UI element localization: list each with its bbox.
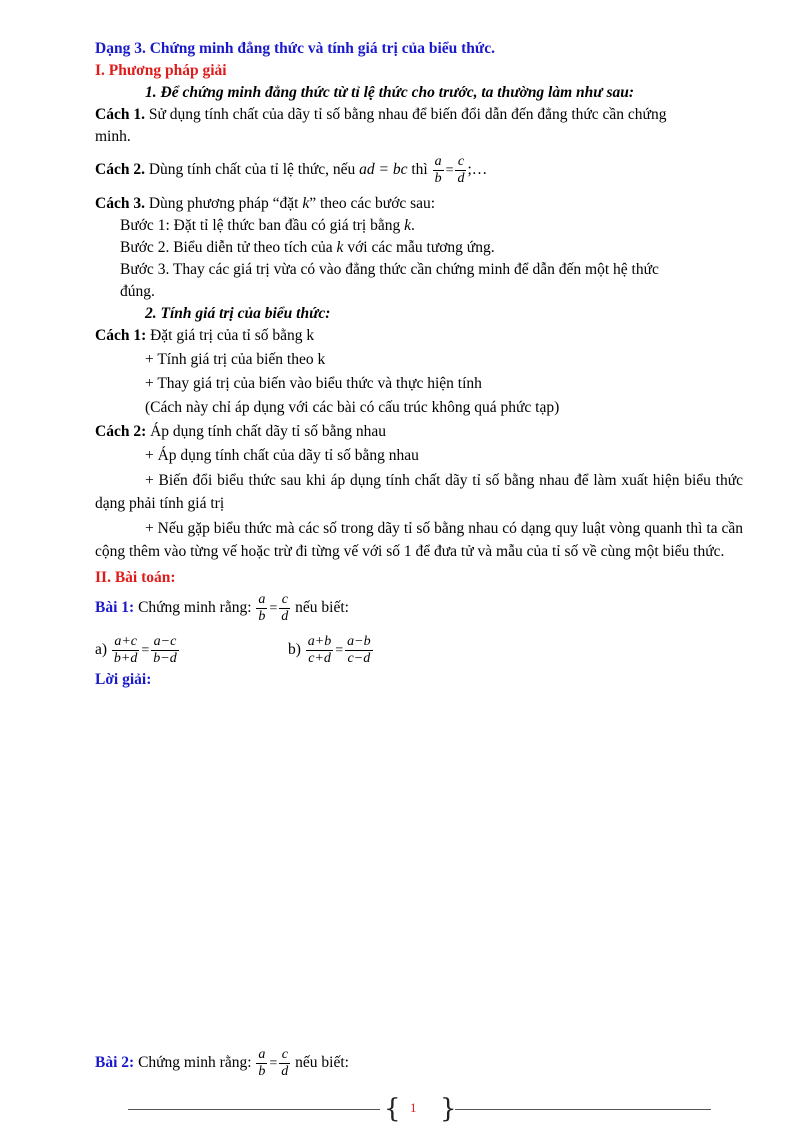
method2-line: Cách 2. Dùng tính chất của tỉ lệ thức, nếu ad = bc thì $\frac{a}{b}$ = $\frac{c}{d}$ ;… bbox=[95, 154, 488, 186]
problem1-fraction-a-over-b: $\frac{a}{b}$ bbox=[258, 591, 266, 624]
footer-brace-right: } bbox=[440, 1094, 457, 1124]
problem1-label: Bài 1: bbox=[95, 599, 135, 616]
method3-text-b: ” theo các bước sau: bbox=[309, 195, 436, 212]
section-method-title: I. Phương pháp giải bbox=[95, 62, 227, 79]
part-b: b) $\frac{a+b}{c+d}$ = $\frac{a-b}{c-d}$ bbox=[288, 633, 371, 666]
value-method2-text: Áp dụng tính chất dãy tỉ số bằng nhau bbox=[146, 423, 387, 440]
value-method1-bullet2: + Thay giá trị của biến vào biểu thức và thực hiện tính bbox=[145, 375, 482, 392]
step2-line: Bước 2. Biểu diễn tử theo tích của k với các mẫu tương ứng. bbox=[120, 239, 495, 256]
value-method1-note: (Cách này chỉ áp dụng với các bài có cấu trúc không quá phức tạp) bbox=[145, 399, 560, 416]
problem1-tail: nếu biết: bbox=[291, 599, 349, 616]
method2-tail: ;… bbox=[467, 161, 488, 179]
fraction-a-over-b: $\frac{a}{b}$ bbox=[434, 154, 442, 186]
problem2-statement: Bài 2: Chứng minh rằng: $\frac{a}{b}$ = $\frac{c}{d}$ nếu biết: bbox=[95, 1046, 349, 1079]
section-problems-title: II. Bài toán: bbox=[95, 569, 176, 586]
value-method1-bullet1: + Tính giá trị của biến theo k bbox=[145, 351, 326, 368]
step3-continuation: đúng. bbox=[120, 283, 155, 300]
method1-text: Sử dụng tính chất của dãy tỉ số bằng nhau để biến đổi dẫn đến đẳng thức cần chứng bbox=[144, 106, 667, 123]
method2-label: Cách 2. bbox=[95, 161, 145, 179]
problem2-tail: nếu biết: bbox=[291, 1054, 349, 1071]
value-method2-line bbox=[95, 419, 743, 443]
page-heading: Dạng 3. Chứng minh đẳng thức và tính giá trị của biểu thức. bbox=[95, 40, 495, 57]
method1-line bbox=[95, 104, 743, 126]
solution-label: Lời giải: bbox=[95, 671, 152, 688]
fraction-c-over-d: $\frac{c}{d}$ bbox=[457, 154, 465, 186]
value-method2-bullet2: + Biến đổi biểu thức sau khi áp dụng tính chất dãy tỉ số bằng nhau để làm xuất hiện biểu thức dạng phải tính giá trị bbox=[95, 472, 743, 512]
problem2-fraction-a-over-b: $\frac{a}{b}$ bbox=[258, 1046, 266, 1079]
method1-continuation: minh. bbox=[95, 128, 131, 145]
method1-label: Cách 1. bbox=[95, 106, 145, 123]
method3-text-a: Dùng phương pháp “đặt bbox=[144, 195, 303, 212]
page-number: 1 bbox=[410, 1100, 417, 1115]
method2-expression: ad = bc bbox=[359, 161, 408, 179]
method3-label: Cách 3. bbox=[95, 195, 145, 212]
method2-then: thì bbox=[407, 161, 432, 179]
value-method2-label: Cách 2: bbox=[95, 423, 147, 440]
step3-line: Bước 3. Thay các giá trị vừa có vào đẳng thức cần chứng minh để dẫn đến một hệ thức bbox=[120, 261, 659, 278]
subsection-proof-title: 1. Để chứng minh đẳng thức từ tỉ lệ thức cho trước, ta thường làm như sau: bbox=[145, 84, 635, 101]
problem1-text: Chứng minh rằng: bbox=[134, 599, 256, 616]
part-a: a) $\frac{a+c}{b+d}$ = $\frac{a-c}{b-d}$ bbox=[95, 633, 177, 666]
method3-k: k bbox=[302, 195, 310, 212]
page-footer bbox=[0, 1094, 800, 1124]
method3-line bbox=[95, 193, 743, 215]
problem2-label: Bài 2: bbox=[95, 1054, 135, 1071]
problem1-fraction-c-over-d: $\frac{c}{d}$ bbox=[281, 591, 289, 624]
value-method1-line bbox=[95, 325, 743, 347]
value-method2-bullet1: + Áp dụng tính chất của dãy tỉ số bằng nhau bbox=[145, 447, 419, 464]
value-method1-text: Đặt giá trị của tỉ số bằng k bbox=[146, 327, 315, 344]
footer-rule-right bbox=[455, 1109, 711, 1110]
value-method1-label: Cách 1: bbox=[95, 327, 147, 344]
footer-brace-left: { bbox=[384, 1094, 401, 1124]
problem2-fraction-c-over-d: $\frac{c}{d}$ bbox=[281, 1046, 289, 1079]
problem2-text: Chứng minh rằng: bbox=[134, 1054, 256, 1071]
step1-line: Bước 1: Đặt tỉ lệ thức ban đầu có giá trị bằng k. bbox=[120, 217, 415, 234]
problem1-parts bbox=[95, 631, 743, 669]
value-method2-bullet3: + Nếu gặp biểu thức mà các số trong dãy tỉ số bằng nhau có dạng quy luật vòng quanh thì ta cần cộng thêm vào từng vế hoặc trừ đi từng vế với số 1 để đưa tử và mẫu của tỉ số về cùng một biểu thức. bbox=[95, 520, 743, 560]
document-page bbox=[95, 38, 743, 691]
subsection-value-title: 2. Tính giá trị của biểu thức: bbox=[145, 305, 331, 322]
footer-rule-left bbox=[128, 1109, 380, 1110]
problem1-statement: Bài 1: Chứng minh rằng: $\frac{a}{b}$ = $\frac{c}{d}$ nếu biết: bbox=[95, 591, 349, 624]
method2-text: Dùng tính chất của tỉ lệ thức, nếu bbox=[144, 161, 360, 179]
